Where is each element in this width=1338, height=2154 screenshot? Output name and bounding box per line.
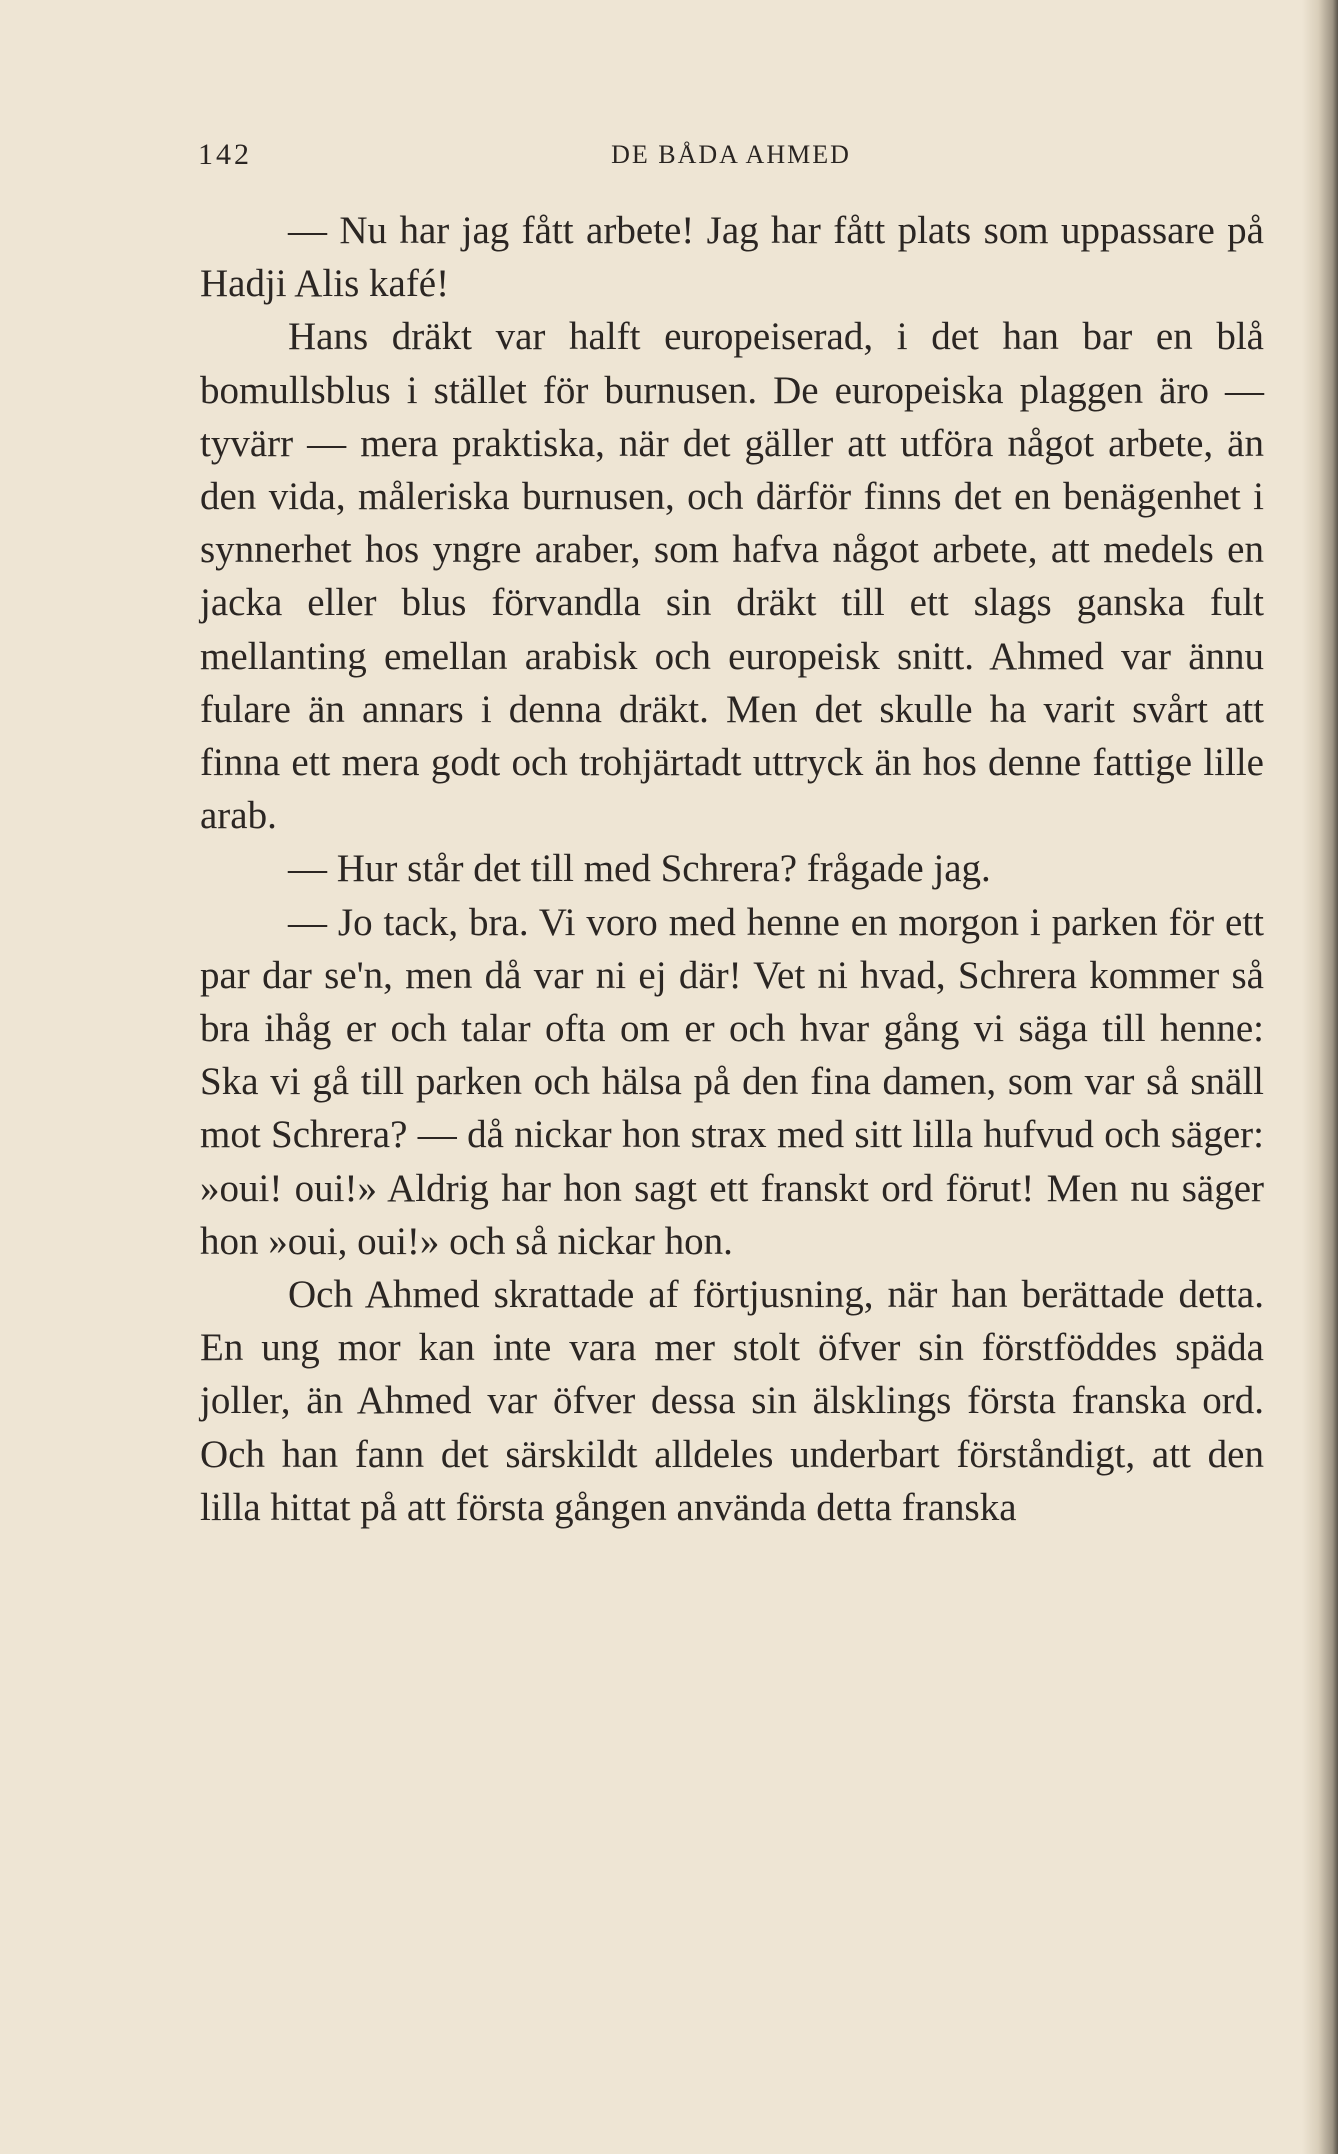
paragraph: — Jo tack, bra. Vi voro med henne en morgon i parken för ett par dar se'n, men då var ni ej där! Vet ni hvad, Schrera kommer så bra ihåg er och talar ofta om er och hvar gång vi säga till henne: Ska vi gå till parken och hälsa på den fina damen, som var så snäll mot Schrera? — då nickar hon strax med sitt lilla hufvud och säger: »oui! oui!» Aldrig har hon sagt ett franskt ord förut! Men nu säger hon »oui, oui!» och så nickar hon. xyxy=(200,900,1264,1263)
running-title: DE BÅDA AHMED xyxy=(611,140,851,169)
body-text xyxy=(200,204,1264,1534)
page-edge-shadow xyxy=(1302,0,1338,2154)
paragraph: — Nu har jag fått arbete! Jag har fått plats som uppassare på Hadji Alis kafé! xyxy=(200,209,1264,306)
paragraph: Hans dräkt var halft europeiserad, i det han bar en blå bomullsblus i stället för burnusen. De europeiska plaggen äro — tyvärr — mera praktiska, när det gäller att utföra något arbete, än den vida, måleriska burnusen, och därför finns det en benägenhet i synnerhet hos yngre araber, som hafva något arbete, att medels en jacka eller blus förvandla sin dräkt till ett slags ganska fult mellanting emellan arabisk och europeisk snitt. Ahmed var ännu fulare än annars i denna dräkt. Men det skulle ha varit svårt att finna ett mera godt och trohjärtadt uttryck än hos denne fattige lille arab. xyxy=(200,315,1264,838)
page-header xyxy=(198,132,1264,180)
paragraph: — Hur står det till med Schrera? frågade jag. xyxy=(288,847,991,891)
page-number: 142 xyxy=(198,138,252,171)
paragraph: Och Ahmed skrattade af förtjusning, när han berättade detta. En ung mor kan inte vara mer stolt öfver sin förstföddes späda joller, än Ahmed var öfver dessa sin älsklings första franska ord. Och han fann det särskildt alldeles underbart förståndigt, att den lilla hittat på att första gången använda detta franska xyxy=(200,1273,1264,1529)
